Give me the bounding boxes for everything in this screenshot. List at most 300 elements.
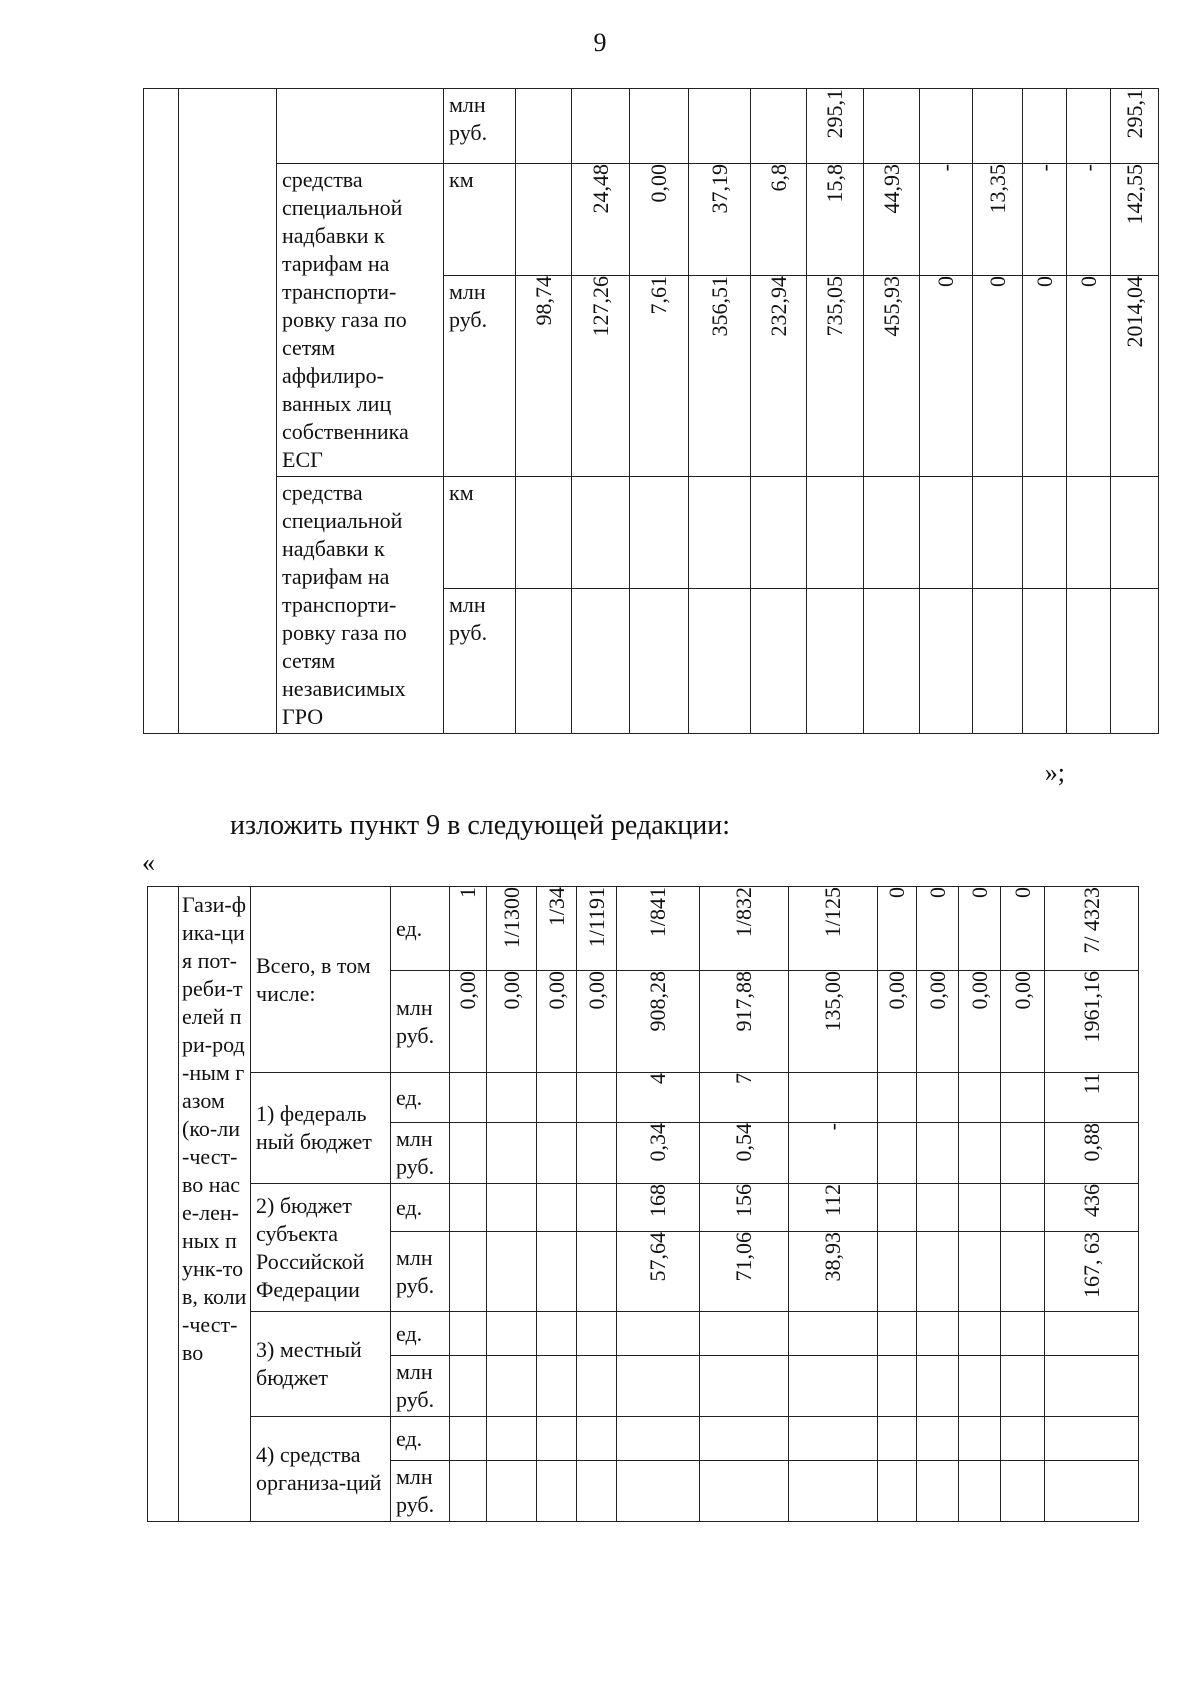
value-cell — [878, 1073, 917, 1123]
value-text: 57,64 — [645, 1232, 670, 1282]
row-label — [277, 477, 444, 734]
unit-cell — [391, 887, 450, 971]
row-label — [277, 89, 444, 164]
value-text: 0 — [1075, 276, 1101, 288]
table-row — [148, 1417, 1139, 1461]
value-cell — [1045, 1232, 1139, 1312]
value-cell — [959, 887, 1001, 971]
value-cell — [572, 89, 630, 164]
value-cell — [917, 1232, 959, 1312]
value-wrapper — [700, 1232, 788, 1282]
value-cell — [1045, 887, 1139, 971]
value-cell — [577, 1123, 617, 1184]
value-cell — [689, 164, 751, 276]
value-cell — [878, 1312, 917, 1356]
value-cell — [959, 1123, 1001, 1184]
value-cell — [917, 1123, 959, 1184]
value-cell — [878, 1417, 917, 1461]
value-wrapper — [700, 1184, 788, 1217]
value-cell — [959, 1461, 1001, 1522]
unit-cell — [391, 1073, 450, 1123]
value-wrapper — [1045, 887, 1138, 954]
value-text: 0,00 — [543, 971, 569, 1010]
value-cell — [537, 1184, 577, 1232]
value-wrapper — [920, 164, 972, 171]
value-text: - — [933, 164, 958, 172]
value-wrapper — [617, 1123, 699, 1162]
value-cell — [487, 971, 537, 1073]
unit-cell — [444, 276, 516, 477]
value-cell — [617, 1232, 700, 1312]
value-text: 7/ 4323 — [1078, 887, 1104, 954]
value-cell — [537, 887, 577, 971]
unit-cell — [391, 1461, 450, 1522]
value-cell — [959, 1356, 1001, 1417]
value-wrapper — [572, 164, 629, 214]
value-wrapper — [1023, 164, 1066, 171]
value-wrapper — [973, 164, 1022, 214]
blank-cell — [179, 89, 277, 734]
value-text: 24,48 — [587, 164, 613, 214]
value-wrapper — [1045, 1184, 1138, 1217]
value-cell — [878, 971, 917, 1073]
value-cell — [617, 1123, 700, 1184]
value-text: 38,93 — [820, 1232, 845, 1282]
value-text: 142,55 — [1121, 164, 1147, 225]
value-cell — [878, 1461, 917, 1522]
unit-cell — [391, 971, 450, 1073]
value-cell — [920, 588, 973, 734]
value-cell — [920, 276, 973, 477]
value-cell — [789, 1417, 878, 1461]
value-cell — [878, 887, 917, 971]
value-cell — [487, 1184, 537, 1232]
opening-quote: « — [142, 848, 155, 877]
value-cell — [487, 1312, 537, 1356]
value-cell — [450, 971, 487, 1073]
value-wrapper — [1067, 276, 1110, 287]
value-cell — [700, 1073, 789, 1123]
value-wrapper — [789, 887, 877, 937]
value-wrapper — [577, 887, 616, 947]
value-wrapper — [617, 887, 699, 937]
value-cell — [689, 276, 751, 477]
value-cell — [630, 89, 689, 164]
value-cell — [789, 1184, 878, 1232]
value-text: 0,00 — [924, 971, 950, 1010]
value-cell — [864, 276, 920, 477]
value-cell — [1001, 1123, 1045, 1184]
value-text: 0,00 — [884, 971, 909, 1010]
value-wrapper — [1111, 276, 1158, 348]
value-cell — [1001, 1073, 1045, 1123]
closing-quote: »; — [1044, 758, 1065, 787]
row-label-text: средства специальной надбавки к тарифам на транспорти-ровку газа по сетям независимых ГРО — [282, 480, 407, 729]
value-cell — [572, 276, 630, 477]
value-cell — [630, 276, 689, 477]
group-label — [251, 887, 391, 1073]
value-cell — [1045, 1417, 1139, 1461]
value-cell — [751, 276, 807, 477]
value-text: 0 — [1009, 887, 1035, 898]
unit-cell — [444, 89, 516, 164]
value-cell — [450, 1461, 487, 1522]
value-cell — [572, 477, 630, 589]
value-cell — [789, 1356, 878, 1417]
unit-text: ед. — [396, 915, 423, 941]
value-wrapper — [807, 276, 863, 337]
value-wrapper — [917, 887, 958, 898]
value-wrapper — [689, 164, 750, 214]
value-text: 232,94 — [765, 276, 791, 337]
value-wrapper — [630, 276, 688, 315]
value-cell — [537, 1461, 577, 1522]
table-row — [144, 89, 1159, 164]
value-cell — [516, 89, 572, 164]
value-wrapper — [1045, 1073, 1138, 1094]
value-cell — [807, 164, 864, 276]
value-cell — [700, 1417, 789, 1461]
unit-text: млн руб. — [449, 92, 488, 145]
value-cell — [1067, 164, 1111, 276]
value-cell — [577, 971, 617, 1073]
value-wrapper — [450, 887, 486, 898]
value-cell — [617, 1417, 700, 1461]
value-wrapper — [617, 1184, 699, 1217]
value-cell — [789, 1232, 878, 1312]
value-cell — [789, 1461, 878, 1522]
value-cell — [1001, 1417, 1045, 1461]
value-text: 1/832 — [731, 887, 756, 938]
value-cell — [1045, 1312, 1139, 1356]
table-row — [148, 1184, 1139, 1232]
value-text: 37,19 — [706, 164, 732, 214]
value-cell — [487, 1461, 537, 1522]
group-label — [251, 1184, 391, 1312]
unit-cell — [391, 1312, 450, 1356]
value-cell — [1001, 1461, 1045, 1522]
value-wrapper — [789, 1184, 877, 1216]
blank-cell — [148, 887, 179, 1522]
value-wrapper — [1111, 89, 1158, 139]
value-wrapper — [807, 164, 863, 203]
value-cell — [807, 276, 864, 477]
unit-text: ед. — [396, 1320, 423, 1346]
value-cell — [487, 1232, 537, 1312]
unit-cell — [444, 477, 516, 589]
value-cell — [1023, 89, 1067, 164]
value-text: 0,00 — [646, 164, 671, 203]
value-cell — [537, 1417, 577, 1461]
value-cell — [487, 1123, 537, 1184]
value-wrapper — [1067, 164, 1110, 171]
value-text: 735,05 — [822, 276, 847, 337]
value-text: 0,00 — [583, 971, 609, 1010]
value-wrapper — [878, 971, 916, 1010]
value-cell — [959, 971, 1001, 1073]
value-cell — [617, 1312, 700, 1356]
value-cell — [1001, 971, 1045, 1073]
page-number: 9 — [593, 28, 607, 57]
value-wrapper — [617, 1073, 699, 1084]
unit-cell — [391, 1356, 450, 1417]
value-cell — [807, 89, 864, 164]
value-text: 98,74 — [530, 276, 556, 326]
value-cell — [1001, 1356, 1045, 1417]
value-text: 0,88 — [1078, 1123, 1104, 1162]
row-header-text: Гази-фика-ция пот-реби-телей при-род-ным газом (ко-ли-чест-во насе-лен-ных пунк-тов, коли-чест-во — [182, 892, 247, 1365]
value-cell — [450, 1417, 487, 1461]
unit-cell — [391, 1184, 450, 1232]
value-cell — [537, 1123, 577, 1184]
value-cell — [450, 1356, 487, 1417]
value-cell — [617, 1461, 700, 1522]
value-cell — [450, 1232, 487, 1312]
value-cell — [1001, 1232, 1045, 1312]
value-cell — [537, 1073, 577, 1123]
value-cell — [1111, 588, 1159, 734]
value-text: 295,1 — [1121, 89, 1147, 139]
group-label-text: 3) местный бюджет — [256, 1337, 362, 1390]
value-cell — [973, 276, 1023, 477]
value-cell — [577, 887, 617, 971]
value-cell — [516, 164, 572, 276]
value-text: 13,35 — [984, 164, 1010, 214]
value-text: 156 — [731, 1184, 756, 1217]
value-text: 168 — [645, 1184, 670, 1217]
value-wrapper — [789, 1232, 877, 1282]
value-cell — [700, 1123, 789, 1184]
unit-cell — [444, 164, 516, 276]
value-cell — [689, 588, 751, 734]
value-text: - — [1031, 164, 1057, 172]
value-cell — [878, 1356, 917, 1417]
value-text: 1961,16 — [1078, 971, 1104, 1043]
value-cell — [751, 89, 807, 164]
unit-cell — [391, 1417, 450, 1461]
value-text: 917,88 — [731, 971, 756, 1032]
value-wrapper — [917, 971, 958, 1010]
value-cell — [917, 1356, 959, 1417]
value-cell — [577, 1417, 617, 1461]
value-cell — [450, 1073, 487, 1123]
value-cell — [577, 1312, 617, 1356]
value-cell — [917, 1184, 959, 1232]
instruction-text: изложить пункт 9 в следующей редакции: — [230, 810, 730, 841]
table-row — [144, 164, 1159, 276]
unit-text: ед. — [396, 1425, 423, 1451]
value-cell — [700, 1461, 789, 1522]
value-cell — [572, 164, 630, 276]
value-wrapper — [700, 1073, 788, 1084]
value-text: 7 — [731, 1073, 756, 1084]
value-cell — [577, 1073, 617, 1123]
row-label — [277, 164, 444, 477]
value-wrapper — [973, 276, 1022, 287]
value-cell — [689, 477, 751, 589]
value-wrapper — [789, 1123, 877, 1130]
value-cell — [1111, 164, 1159, 276]
group-label-text: Всего, в том числе: — [256, 952, 371, 1006]
value-cell — [577, 1232, 617, 1312]
value-cell — [920, 477, 973, 589]
value-cell — [537, 1312, 577, 1356]
value-text: 2014,04 — [1121, 276, 1147, 348]
value-cell — [537, 1232, 577, 1312]
unit-cell — [391, 1232, 450, 1312]
value-cell — [751, 588, 807, 734]
value-text: 908,28 — [645, 971, 670, 1032]
value-wrapper — [537, 887, 576, 926]
value-cell — [537, 1356, 577, 1417]
value-cell — [917, 887, 959, 971]
value-wrapper — [487, 887, 536, 948]
value-cell — [959, 1312, 1001, 1356]
value-cell — [1045, 1461, 1139, 1522]
value-wrapper — [878, 887, 916, 898]
value-cell — [516, 477, 572, 589]
table-row — [148, 887, 1139, 971]
value-cell — [1001, 887, 1045, 971]
unit-text: млн руб. — [449, 279, 488, 333]
value-cell — [1111, 89, 1159, 164]
value-cell — [864, 164, 920, 276]
value-cell — [751, 477, 807, 589]
group-label — [251, 1417, 391, 1522]
value-cell — [450, 1184, 487, 1232]
value-cell — [789, 971, 878, 1073]
value-wrapper — [700, 1123, 788, 1162]
value-cell — [700, 1184, 789, 1232]
value-cell — [700, 1356, 789, 1417]
value-cell — [973, 588, 1023, 734]
value-wrapper — [1001, 971, 1044, 1010]
value-cell — [878, 1123, 917, 1184]
value-cell — [700, 1312, 789, 1356]
value-cell — [920, 89, 973, 164]
value-cell — [789, 1073, 878, 1123]
value-text: 1/841 — [645, 887, 670, 938]
value-cell — [1045, 971, 1139, 1073]
value-wrapper — [577, 971, 616, 1010]
value-cell — [450, 1312, 487, 1356]
value-cell — [537, 971, 577, 1073]
value-cell — [878, 1184, 917, 1232]
unit-text: ед. — [396, 1084, 423, 1110]
value-cell — [920, 164, 973, 276]
value-cell — [450, 1123, 487, 1184]
unit-text: млн руб. — [396, 1359, 435, 1412]
value-text: 0,34 — [645, 1123, 670, 1162]
value-text: 112 — [820, 1184, 845, 1217]
value-text: 11 — [1078, 1073, 1104, 1095]
value-cell — [516, 276, 572, 477]
blank-cell — [144, 89, 179, 734]
value-wrapper — [920, 276, 972, 287]
value-cell — [973, 477, 1023, 589]
value-cell — [959, 1417, 1001, 1461]
value-cell — [789, 887, 878, 971]
value-wrapper — [864, 164, 919, 214]
value-text: 0,00 — [498, 971, 524, 1010]
value-cell — [577, 1356, 617, 1417]
value-wrapper — [959, 971, 1000, 1010]
unit-text: млн руб. — [396, 1464, 435, 1517]
value-cell — [789, 1312, 878, 1356]
value-cell — [789, 1123, 878, 1184]
value-wrapper — [700, 887, 788, 937]
value-text: - — [1075, 164, 1101, 172]
value-wrapper — [807, 89, 863, 139]
value-wrapper — [1045, 1123, 1138, 1162]
value-cell — [1067, 89, 1111, 164]
value-text: 436 — [1078, 1184, 1104, 1217]
value-cell — [959, 1232, 1001, 1312]
value-cell — [1067, 477, 1111, 589]
value-cell — [617, 1073, 700, 1123]
value-cell — [617, 1184, 700, 1232]
value-wrapper — [864, 276, 919, 337]
value-cell — [630, 588, 689, 734]
value-text: 0 — [884, 887, 909, 898]
value-text: 0,00 — [966, 971, 992, 1010]
value-cell — [617, 971, 700, 1073]
group-label-text: 4) средства организа-ций — [256, 1442, 382, 1495]
value-cell — [807, 477, 864, 589]
value-text: 15,8 — [822, 164, 847, 203]
value-text: 7,61 — [646, 276, 671, 315]
value-cell — [577, 1184, 617, 1232]
group-label-text: 2) бюджет субъекта Российской Федерации — [256, 1192, 365, 1302]
value-wrapper — [617, 971, 699, 1032]
value-cell — [864, 477, 920, 589]
value-text: 135,00 — [820, 971, 845, 1032]
value-cell — [450, 887, 487, 971]
table-row — [148, 1073, 1139, 1123]
value-cell — [1067, 588, 1111, 734]
value-cell — [973, 89, 1023, 164]
value-text: 71,06 — [731, 1232, 756, 1282]
table-row — [144, 477, 1159, 589]
value-cell — [751, 164, 807, 276]
row-header — [179, 887, 251, 1522]
value-cell — [917, 1461, 959, 1522]
value-wrapper — [1045, 1232, 1138, 1298]
value-cell — [487, 1417, 537, 1461]
value-cell — [1001, 1184, 1045, 1232]
value-wrapper — [1045, 971, 1138, 1043]
continuation-table — [143, 88, 1159, 734]
value-wrapper — [1111, 164, 1158, 225]
value-cell — [864, 588, 920, 734]
value-cell — [516, 588, 572, 734]
value-cell — [689, 89, 751, 164]
value-wrapper — [1023, 276, 1066, 287]
unit-text: ед. — [396, 1194, 423, 1220]
group-label — [251, 1073, 391, 1184]
value-cell — [487, 1356, 537, 1417]
value-cell — [864, 89, 920, 164]
value-cell — [1023, 276, 1067, 477]
value-wrapper — [959, 887, 1000, 898]
value-text: 0,54 — [731, 1123, 756, 1162]
value-cell — [630, 477, 689, 589]
value-cell — [700, 971, 789, 1073]
value-text: 6,8 — [765, 164, 791, 192]
value-text: 1/1191 — [583, 887, 609, 948]
value-text: 0,00 — [1009, 971, 1035, 1010]
value-wrapper — [572, 276, 629, 337]
